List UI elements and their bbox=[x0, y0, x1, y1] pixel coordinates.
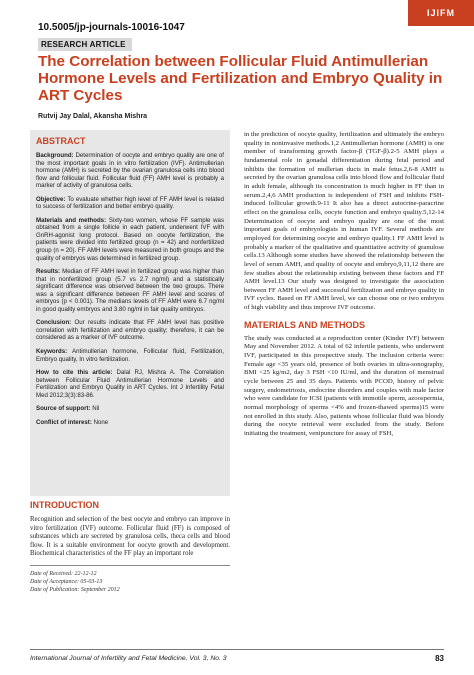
page-number: 83 bbox=[435, 654, 444, 663]
date-received: Date of Received: 22-12-12 bbox=[30, 570, 97, 577]
conclusion-text: Our results indicate that FF AMH level has positive correlation with fertilization and embryo quality; therefore, it can be considered as a marker of IVF outcome. bbox=[36, 319, 224, 342]
abstract-support bbox=[36, 405, 224, 413]
background-text: Determination of oocyte and embryo quality are one of the most important goals in in vitro fertilization (IVF). Antimullerian hormone (AMH) is secreted by the ovarian granulosa cells into blood flow and follicular fluid. Follicular fluid (FF) AMH level is probably a marker of activity of granulosa cells. bbox=[36, 152, 224, 190]
abstract-keywords bbox=[36, 348, 224, 363]
abstract-objective bbox=[36, 196, 224, 211]
abstract-heading: ABSTRACT bbox=[36, 136, 86, 146]
date-accepted: Date of Acceptance: 05-03-13 bbox=[30, 578, 103, 585]
conclusion-label: Conclusion: bbox=[36, 319, 72, 327]
abstract-citation bbox=[36, 369, 224, 399]
cite-text: Dalal RJ, Mishra A. The Correlation between Follicular Fluid Antimullerian Hormone Levels and Fertilization and Embryo Quality in ART Cycles. Int J Infertility Fetal Med 2012;3(3):83-86. bbox=[36, 369, 224, 399]
dates-divider bbox=[30, 565, 230, 566]
doi[interactable]: 10.5005/jp-journals-10016-1047 bbox=[38, 22, 185, 33]
abstract-conclusion bbox=[36, 319, 224, 342]
abstract-box bbox=[30, 130, 230, 496]
background-label: Background: bbox=[36, 152, 74, 159]
date-published: Date of Publication: September 2012 bbox=[30, 586, 120, 593]
article-title: The Correlation between Follicular Fluid Antimullerian Hormone Levels and Fertilization and Embryo Quality in ART Cycles bbox=[38, 53, 443, 105]
objective-text: To evaluate whether high level of FF AMH level is related to success of fertilization and better embryo quality. bbox=[36, 195, 224, 211]
methods-heading: MATERIALS AND METHODS bbox=[244, 319, 365, 330]
abstract-background bbox=[36, 152, 224, 190]
footer-divider bbox=[30, 649, 444, 650]
conflict-label: Conflict of interest: bbox=[36, 418, 92, 426]
methods-body-text: The study was conducted at a reproduction center (Kinder IVF) between May and November 2012. A total of 62 infertile patients, who underwent IVF, participated in this prospective study. The inclusion criteria were: Female age <35 years old, presence of both ovaries in ultra-sonography, BMI <25 kg/m2, day 3 FSH <10 IU/ml, and the duration of menstrual cycle between 25 and 35 days. Patients with PCOD, history of pelvic surgery, endometriosis, endocrine disorders and couples with male factor who were candidate for ICSI (patients with immotile sperm, azoospermia, normal morphology of sperms <4% and frozen-thawed sperms)15 were not enrolled in this study. Also, patients whose follicular fluid was bloody during the oocyte retrieval were excluded from the study. Before initiating the treatment, venipuncture for assay of FSH, bbox=[244, 334, 445, 437]
methods-text: Sixty-two women, whose FF sample was obtained from a single follicle in each patient, underwent IVF with GnRH-agonist long protocol. Based on oocyte fertilization, the patients were divided into fertilized group (n = 42) and nonfertilized group (n = 20). FF AMH levels were measured in both groups and the quality of embryos was determined in fertilized group. bbox=[36, 216, 224, 262]
abstract-methods bbox=[36, 217, 224, 262]
results-label: Results: bbox=[36, 268, 61, 276]
introduction-section bbox=[30, 500, 230, 594]
authors: Rutvij Jay Dalal, Akansha Mishra bbox=[38, 113, 148, 120]
methods-label: Materials and methods: bbox=[36, 216, 107, 224]
introduction-heading: INTRODUCTION bbox=[30, 500, 99, 510]
keywords-text: Antimullerian hormone, Follicular fluid, Fertilization, Embryo quality, In vitro fertilization. bbox=[36, 348, 225, 363]
support-label: Source of support: bbox=[36, 405, 91, 413]
footer-journal: International Journal of Infertility and Fetal Medicine, Vol. 3, No. 3 bbox=[30, 655, 227, 662]
objective-label: Objective: bbox=[36, 195, 66, 203]
results-text: Median of FF AMH level in fertilized group was higher than that in nonfertilized group (5.7 vs 2.7 ng/ml) and a statistically significant difference was observed between the two groups. There was a significant difference between FF AMH level and scores of embryos (p < 0.001). The medians levels of FF AMH were 6.7 ng/ml in good quality embryos and 3.80 ng/ml in fair quality embryos. bbox=[36, 268, 224, 313]
abstract-conflict bbox=[36, 419, 224, 427]
conflict-value: None bbox=[93, 418, 109, 426]
intro-continued-text: in the prediction of oocyte quality, fertilization and ultimately the embryo quality in noninvasive methods.1,2 Antimullerian hormone (AMH) is one member of transforming growth factor-β (TGF-β).2-5 AMH plays a fundamental role in gonadal differentiation during fetal period and inhibits the formation of mullerian ducts in male fetus.2,6-8 AMH is secreted by the ovarian granulosa cells into blood flow and follicular fluid in adult female, although its concentration is much higher in FF than in serum.2,4,6 AMH production is independent of FSH and inhibits FSH-induced follicular growth.9-11 It also has a direct autocrine-paracrine effect on the granulosa cells, oocyte function and embryo quality.5,12-14 Determination of oocyte and embryo quality are one of the most important goals of embryologists in human IVF. Several methods are employed for determining oocyte and embryo quality.1 FF AMH level is probably a marker of the qualitative and quantitative activity of granulose cells.13 Although some studies have showed the relationship between the level of serum AMH, and quality of oocyte and embryo,9,11,12 there are few studies about the relationship existing between these factors and FF AMH level.13 Our study was designed to investigate the association between FF AMH level and successful fertilization and embryo quality in IVF cycles. Based on FF AMH level, we can choose one or two embryos of high viability and thus improve IVF outcome. bbox=[244, 131, 445, 312]
keywords-label: Keywords: bbox=[36, 348, 68, 356]
cite-label: How to cite this article: bbox=[36, 369, 113, 377]
right-column bbox=[244, 131, 444, 439]
support-value: Nil bbox=[92, 405, 100, 413]
introduction-text: Recognition and selection of the best oocyte and embryo can improve in vitro fertilization (IVF) outcome. Follicular fluid (FF) is composed of substances which are secreted by granulosa cells, theca cells and blood flow. It is a suitable environment for oocyte growth and development. Biochemical characteristics of the FF play an important role bbox=[30, 516, 230, 558]
article-type-label: RESEARCH ARTICLE bbox=[38, 38, 132, 51]
journal-tag: IJIFM bbox=[408, 0, 474, 26]
abstract-results bbox=[36, 268, 224, 313]
